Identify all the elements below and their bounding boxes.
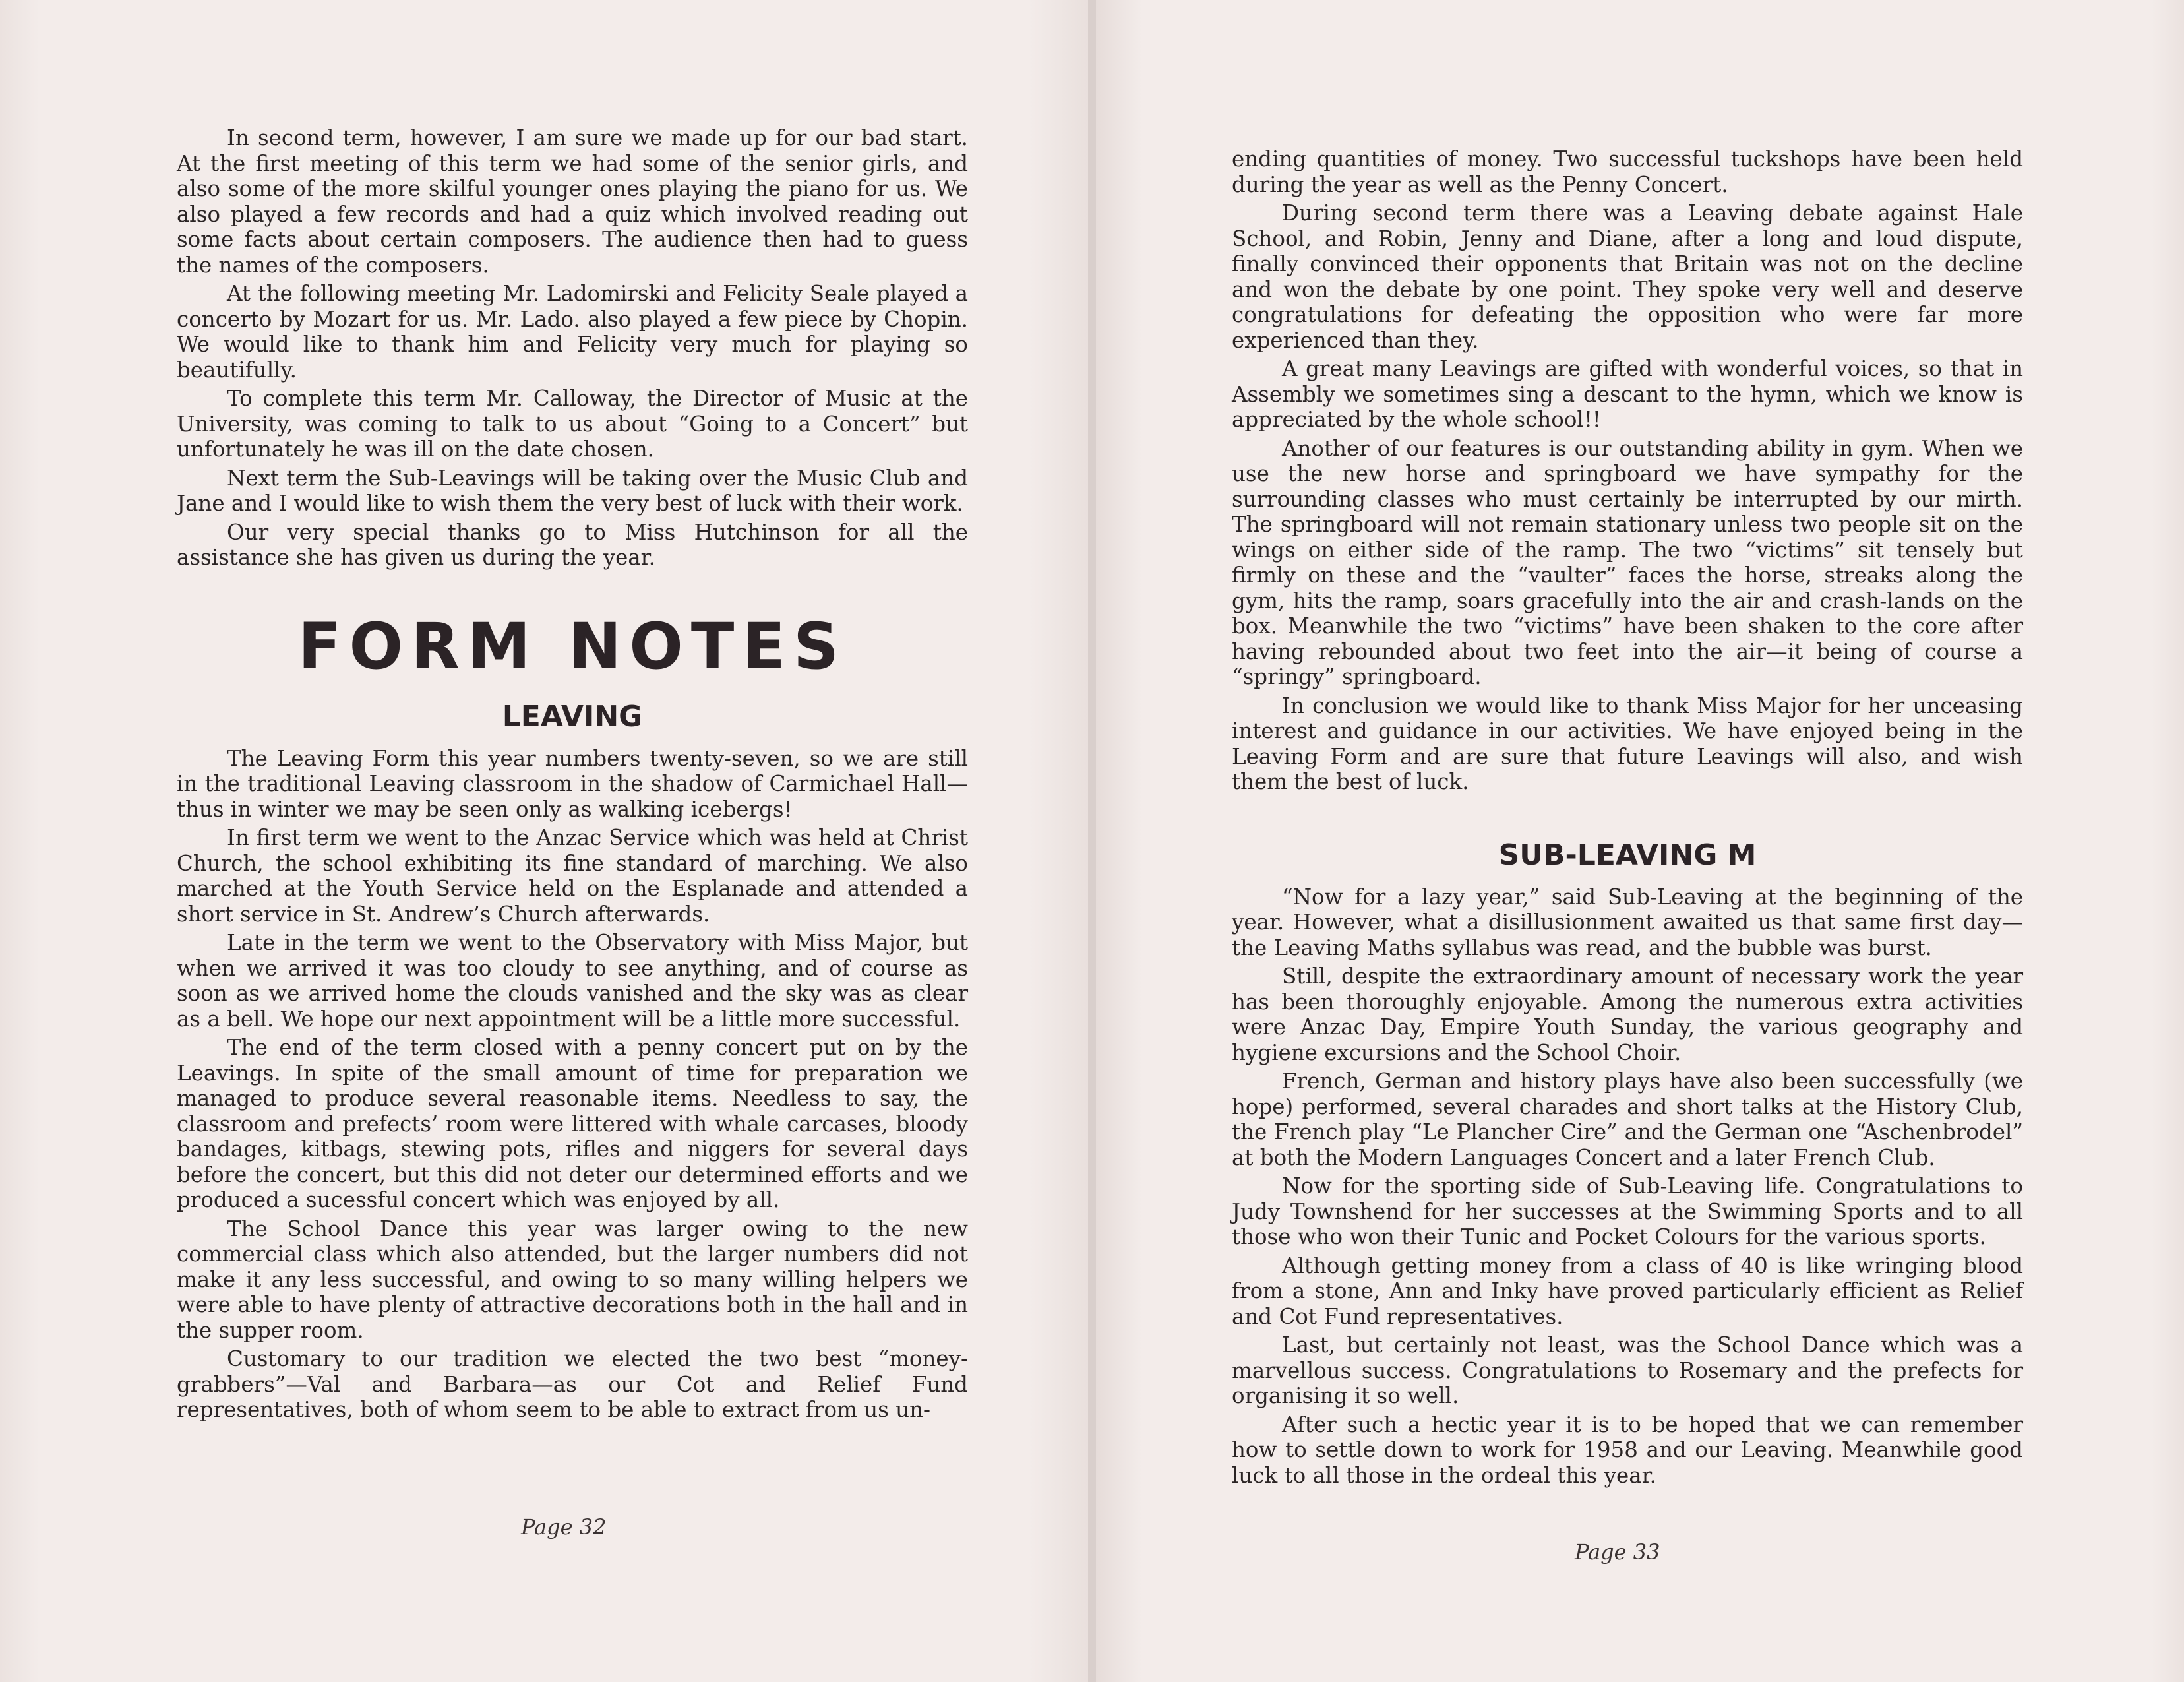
right-column [1232,146,2023,1488]
paragraph: Next term the Sub-Leavings will be taking over the Music Club and Jane and I would like to wish them the very best of luck with their work. [177,465,968,516]
paragraph: Now for the sporting side of Sub-Leaving life. Congratulations to Judy Townshend for her successes at the Swimming Sports and to all those who won their Tunic and Pocket Colours for the various sports. [1232,1173,2023,1249]
paragraph: Late in the term we went to the Observatory with Miss Major, but when we arrived it was too cloudy to see anything, and of course as soon as we arrived home the clouds vanished and the sky was as clear as a bell. We hope our next appointment will be a little more successful. [177,930,968,1032]
page-number: Page 32 [521,1514,607,1540]
paragraph: Last, but certainly not least, was the School Dance which was a marvellous success. Congratulations to Rosemary and the prefects for organising it so well. [1232,1332,2023,1408]
paragraph: At the following meeting Mr. Ladomirski and Felicity Seale played a concerto by Mozart for us. Mr. Lado. also played a few piece by Chopin. We would like to thank him and Felicity very much for playing so beautifully. [177,281,968,383]
paragraph: Another of our features is our outstanding ability in gym. When we use the new horse and springboard we have sympathy for the surrounding classes who must certainly be interrupted by our mirth. The springboard will not remain stationary unless two people sit on the wings on either side of the ramp. The two “victims” sit tensely but firmly on these and the “vaulter” faces the horse, streaks along the gym, hits the ramp, soars gracefully into the air and crash-lands on the box. Meanwhile the two “victims” have been shaken to the core after having rebounded about two feet into the air—it being of course a “springy” springboard. [1232,435,2023,689]
paragraph: The School Dance this year was larger owing to the new commercial class which also attended, but the larger numbers did not make it any less successful, and owing to so many willing helpers we were able to have plenty of attractive decorations both in the hall and in the supper room. [177,1216,968,1343]
form-notes-heading: FORM NOTES [297,609,847,683]
paragraph: “Now for a lazy year,” said Sub-Leaving at the beginning of the year. However, what a disillusionment awaited us that same first day—the Leaving Maths syllabus was read, and the bubble was burst. [1232,884,2023,960]
book-gutter [1088,0,1096,1682]
paragraph: The end of the term closed with a penny concert put on by the Leavings. In spite of the small amount of time for preparation we managed to produce several reasonable items. Needless to say, the classroom and prefects’ room were littered with whale carcases, bloody bandages, kitbags, stewing pots, rifles and niggers for several days before the concert, but this did not deter our determined efforts and we produced a sucessful concert which was enjoyed by all. [177,1035,968,1212]
paragraph: In conclusion we would like to thank Miss Major for her unceasing interest and guidance in our activities. We have enjoyed being in the Leaving Form and are sure that future Leavings will also, and wish them the best of luck. [1232,693,2023,794]
paragraph: Customary to our tradition we elected the two best “money-grabbers”—Val and Barbara—as our Cot and Relief Fund representatives, both of whom seem to be able to extract from us un- [177,1346,968,1422]
paragraph: During second term there was a Leaving debate against Hale School, and Robin, Jenny and Diane, after a long and loud dispute, finally convinced their opponents that Britain was not on the decline and won the debate by one point. They spoke very well and deserve congratulations for defeating the opposition who were far more experienced than they. [1232,201,2023,353]
leaving-section-title: LEAVING [502,699,643,733]
paragraph: Although getting money from a class of 40 is like wringing blood from a stone, Ann and Inky have proved particularly efficient as Relief and Cot Fund representatives. [1232,1253,2023,1329]
paragraph: In second term, however, I am sure we made up for our bad start. At the first meeting of this term we had some of the senior girls, and also some of the more skilful younger ones playing the piano for us. We also played a few records and had a quiz which involved reading out some facts about certain composers. The audience then had to guess the names of the composers. [177,125,968,278]
paragraph: After such a hectic year it is to be hoped that we can remember how to settle down to work for 1958 and our Leaving. Meanwhile good luck to all those in the ordeal this year. [1232,1412,2023,1488]
left-page [0,0,1088,1682]
sub-leaving-section-title: SUB-LEAVING M [1498,838,1757,872]
paragraph: The Leaving Form this year numbers twenty-seven, so we are still in the traditional Leaving classroom in the shadow of Carmichael Hall—thus in winter we may be seen only as walking icebergs! [177,745,968,822]
paragraph: Our very special thanks go to Miss Hutchinson for all the assistance she has given us during the year. [177,519,968,570]
paragraph: In first term we went to the Anzac Service which was held at Christ Church, the school exhibiting its fine standard of marching. We also marched at the Youth Service held on the Esplanade and attended a short service in St. Andrew’s Church afterwards. [177,825,968,927]
page-number: Page 33 [1575,1540,1660,1565]
paragraph: A great many Leavings are gifted with wonderful voices, so that in Assembly we sometimes sing a descant to the hymn, which we know is appreciated by the whole school!! [1232,356,2023,432]
paragraph: Still, despite the extraordinary amount of necessary work the year has been thoroughly enjoyable. Among the numerous extra activities were Anzac Day, Empire Youth Sunday, the various geography and hygiene excursions and the School Choir. [1232,964,2023,1065]
paragraph: To complete this term Mr. Calloway, the Director of Music at the University, was coming to talk to us about “Going to a Concert” but unfortunately he was ill on the date chosen. [177,386,968,462]
paragraph: French, German and history plays have also been successfully (we hope) performed, several charades and short talks at the History Club, the French play “Le Plancher Cire” and the German one “Aschenbrodel” at both the Modern Languages Concert and a later French Club. [1232,1069,2023,1170]
left-column [177,125,968,1423]
paragraph: ending quantities of money. Two successful tuckshops have been held during the year as well as the Penny Concert. [1232,146,2023,197]
